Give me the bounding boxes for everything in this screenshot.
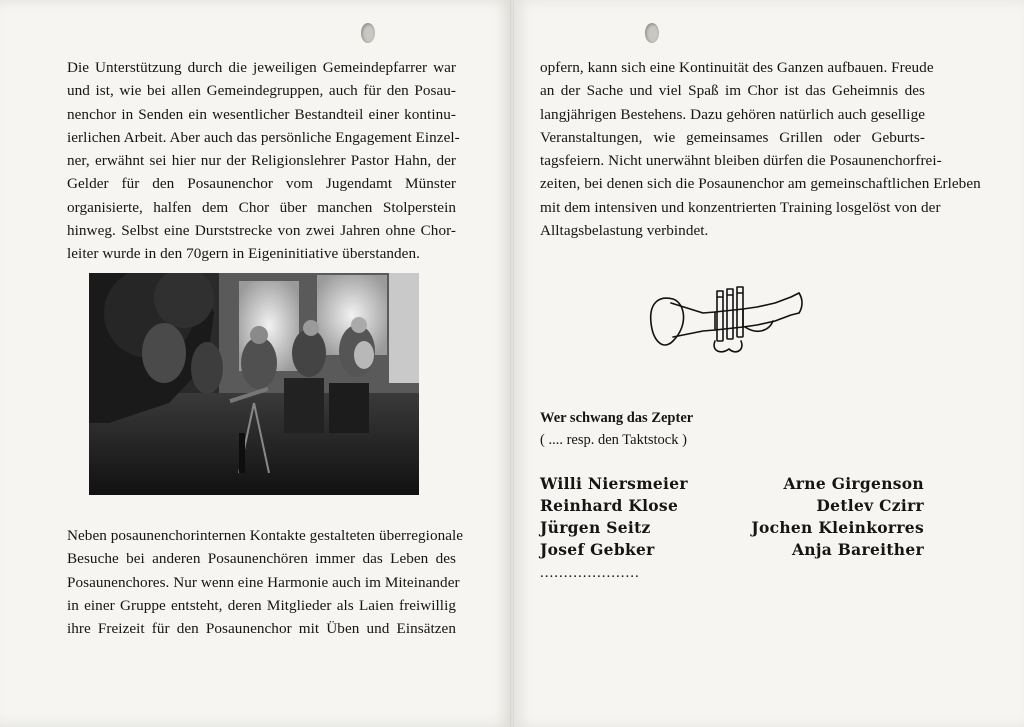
left-paragraph-2	[67, 524, 464, 640]
punch-hole-left	[361, 23, 375, 43]
text-line: hinweg. Selbst eine Durststrecke von zwei Jahren ohne Chor-	[67, 222, 456, 240]
text-line: Veranstaltungen, wie gemeinsames Grillen oder Geburts-	[540, 128, 925, 146]
right-paragraph	[540, 56, 981, 242]
text-line: nenchor in Senden ein wesentlicher Bestandteil einer kontinu-	[67, 105, 456, 123]
conductor-name: Reinhard Klose	[540, 496, 679, 515]
text-line: organisierte, halfen dem Chor über manchen Stolperstein	[67, 198, 456, 216]
text-line: Die Unterstützung durch die jeweiligen Gemeindepfarrer war	[67, 59, 456, 76]
text-line: an der Sache und viel Spaß im Chor ist das Geheimnis des	[540, 82, 925, 100]
conductor-name: Detlev Czirr	[816, 496, 924, 515]
conductor-name: Jochen Kleinkorres	[751, 518, 924, 537]
text-line: Besuche bei anderen Posaunenchören immer das Leben des	[67, 550, 456, 568]
conductors-heading: Wer schwang das Zepter	[540, 410, 694, 426]
conductors-subheading: ( .... resp. den Taktstock )	[540, 432, 687, 448]
left-paragraph-1	[67, 56, 460, 266]
conductor-name: Anja Bareither	[791, 540, 924, 559]
text-line: Gelder für den Posaunenchor vom Jugendamt Münster	[67, 175, 456, 193]
dotted-continuation: .....................	[540, 565, 640, 581]
book-gutter	[510, 0, 514, 727]
text-line: ierlichen Arbeit. Aber auch das persönliche Engagement Einzel-	[67, 128, 460, 146]
conductor-name: Willi Niersmeier	[540, 474, 688, 493]
text-line: ihre Freizeit für den Posaunenchor mit Üben und Einsätzen	[67, 620, 456, 638]
text-line: und ist, wie bei allen Gemeindegruppen, auch für den Posau-	[67, 82, 456, 100]
text-line: langjährigen Bestehens. Dazu gehören natürlich auch gesellige	[540, 105, 925, 123]
text-line: tagsfeiern. Nicht unerwähnt bleiben dürfen die Posaunenchorfrei-	[540, 152, 942, 170]
conductor-name: Jürgen Seitz	[540, 518, 651, 537]
text-line: Posaunenchores. Nur wenn eine Harmonie auch im Miteinander	[67, 573, 460, 591]
brass-ensemble-photo	[89, 273, 419, 495]
text-line: zeiten, bei denen sich die Posaunenchor am gemeinschaftlichen Erleben	[540, 175, 981, 193]
text-line: mit dem intensiven und konzentrierten Training losgelöst von der	[540, 198, 941, 216]
text-line: Alltagsbelastung verbindet.	[540, 222, 709, 240]
text-line: leiter wurde in den 70gern in Eigeninitiative überstanden.	[67, 245, 420, 263]
conductor-name: Josef Gebker	[540, 540, 655, 559]
text-line: in einer Gruppe entsteht, deren Mitglieder als Laien freiwillig	[67, 596, 456, 614]
conductor-name: Arne Girgenson	[783, 474, 924, 493]
text-line: opfern, kann sich eine Kontinuität des Ganzen aufbauen. Freude	[540, 59, 934, 76]
text-line: ner, erwähnt sei hier nur der Religionslehrer Pastor Hahn, der	[67, 152, 456, 170]
punch-hole-right	[645, 23, 659, 43]
text-line: Neben posaunenchorinternen Kontakte gestalteten überregionale	[67, 527, 464, 544]
trumpet-icon	[645, 285, 805, 365]
